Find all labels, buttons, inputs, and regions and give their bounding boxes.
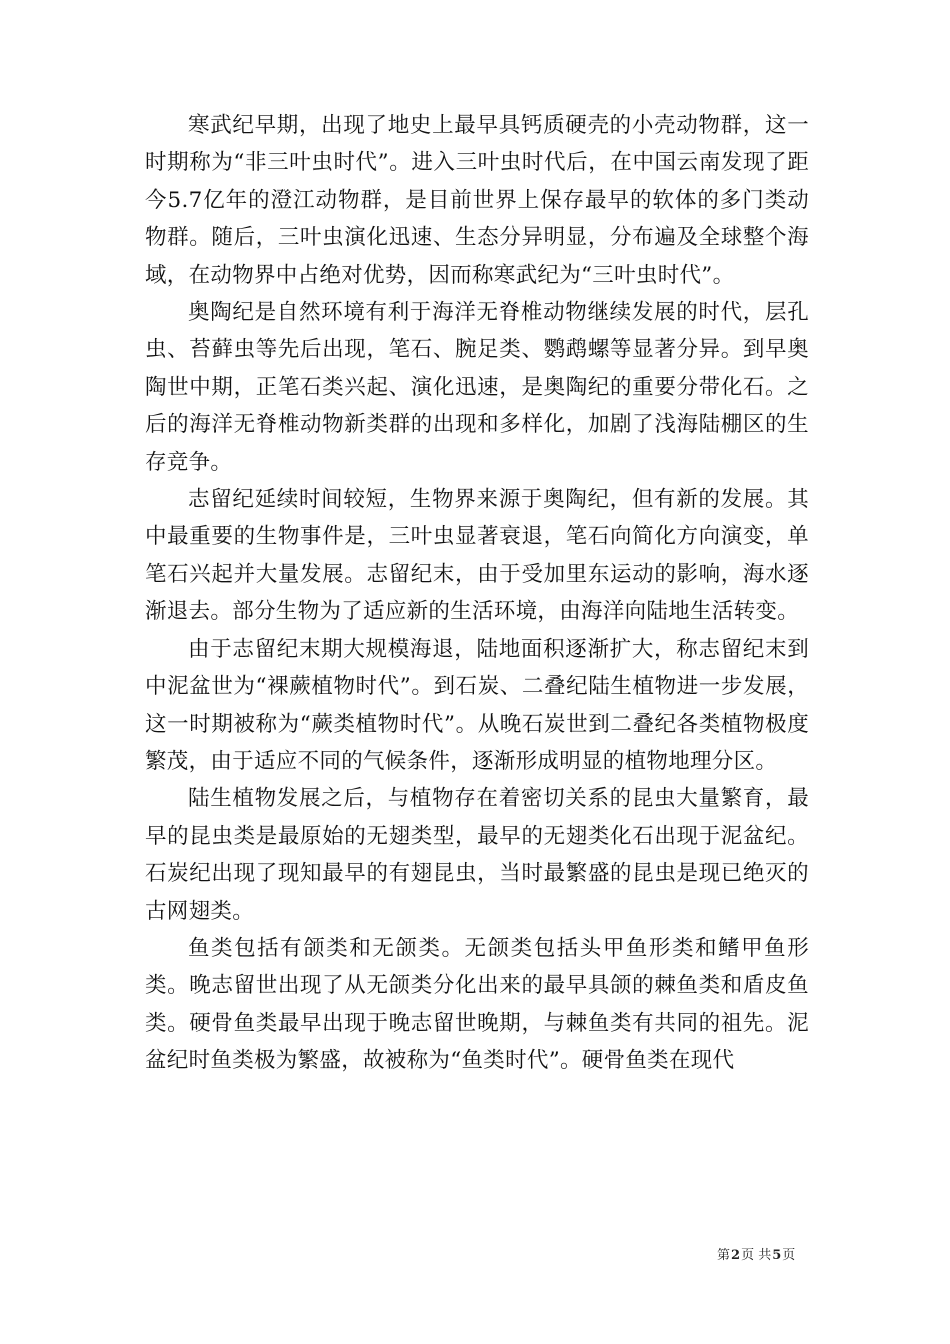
- paragraph-insects: 陆生植物发展之后，与植物存在着密切关系的昆虫大量繁育，最早的昆虫类是最原始的无翅类型，最早的无翅类化石出现于泥盆纪。石炭纪出现了现知最早的有翅昆虫，当时最繁盛的昆虫是现已绝灭的古网翅类。: [145, 786, 809, 924]
- footer-suffix: 页: [782, 1248, 796, 1263]
- page-number-footer: [717, 1247, 795, 1265]
- paragraph-fishes: 鱼类包括有颌类和无颌类。无颌类包括头甲鱼形类和鳍甲鱼形类。晚志留世出现了从无颌类分化出来的最早具颌的棘鱼类和盾皮鱼类。硬骨鱼类最早出现于晚志留世晚期，与棘鱼类有共同的祖先。泥盆纪时鱼类极为繁盛，故被称为“鱼类时代”。硬骨鱼类在现代: [145, 935, 809, 1074]
- paragraph-ordovician: 奥陶纪是自然环境有利于海洋无脊椎动物继续发展的时代，层孔虫、苔藓虫等先后出现，笔石、腕足类、鹦鹉螺等显著分异。到早奥陶世中期，正笔石类兴起、演化迅速，是奥陶纪的重要分带化石。之后的海洋无脊椎动物新类群的出现和多样化，加剧了浅海陆棚区的生存竞争。: [145, 300, 809, 475]
- paragraph-cambrian: 寒武纪早期，出现了地史上最早具钙质硬壳的小壳动物群，这一时期称为“非三叶虫时代”。进入三叶虫时代后，在中国云南发现了距今5.7亿年的澄江动物群，是目前世界上保存最早的软体的多门类动物群。随后，三叶虫演化迅速、生态分异明显，分布遍及全球整个海域，在动物界中占绝对优势，因而称寒武纪为“三叶虫时代”。: [145, 113, 809, 288]
- total-pages-number: 5: [772, 1248, 782, 1263]
- footer-prefix: 第: [717, 1248, 731, 1263]
- paragraph-land-plants: 由于志留纪末期大规模海退，陆地面积逐渐扩大，称志留纪末到中泥盆世为“裸蕨植物时代”。到石炭、二叠纪陆生植物进一步发展，这一时期被称为“蕨类植物时代”。从晚石炭世到二叠纪各类植物极度繁茂，由于适应不同的气候条件，逐渐形成明显的植物地理分区。: [145, 636, 809, 774]
- current-page-number: 2: [731, 1248, 741, 1263]
- footer-middle: 页 共: [741, 1248, 772, 1263]
- document-body: [145, 107, 809, 1080]
- paragraph-silurian: 志留纪延续时间较短，生物界来源于奥陶纪，但有新的发展。其中最重要的生物事件是，三叶虫显著衰退，笔石向简化方向演变，单笔石兴起并大量发展。志留纪末，由于受加里东运动的影响，海水逐渐退去。部分生物为了适应新的生活环境，由海洋向陆地生活转变。: [145, 487, 809, 625]
